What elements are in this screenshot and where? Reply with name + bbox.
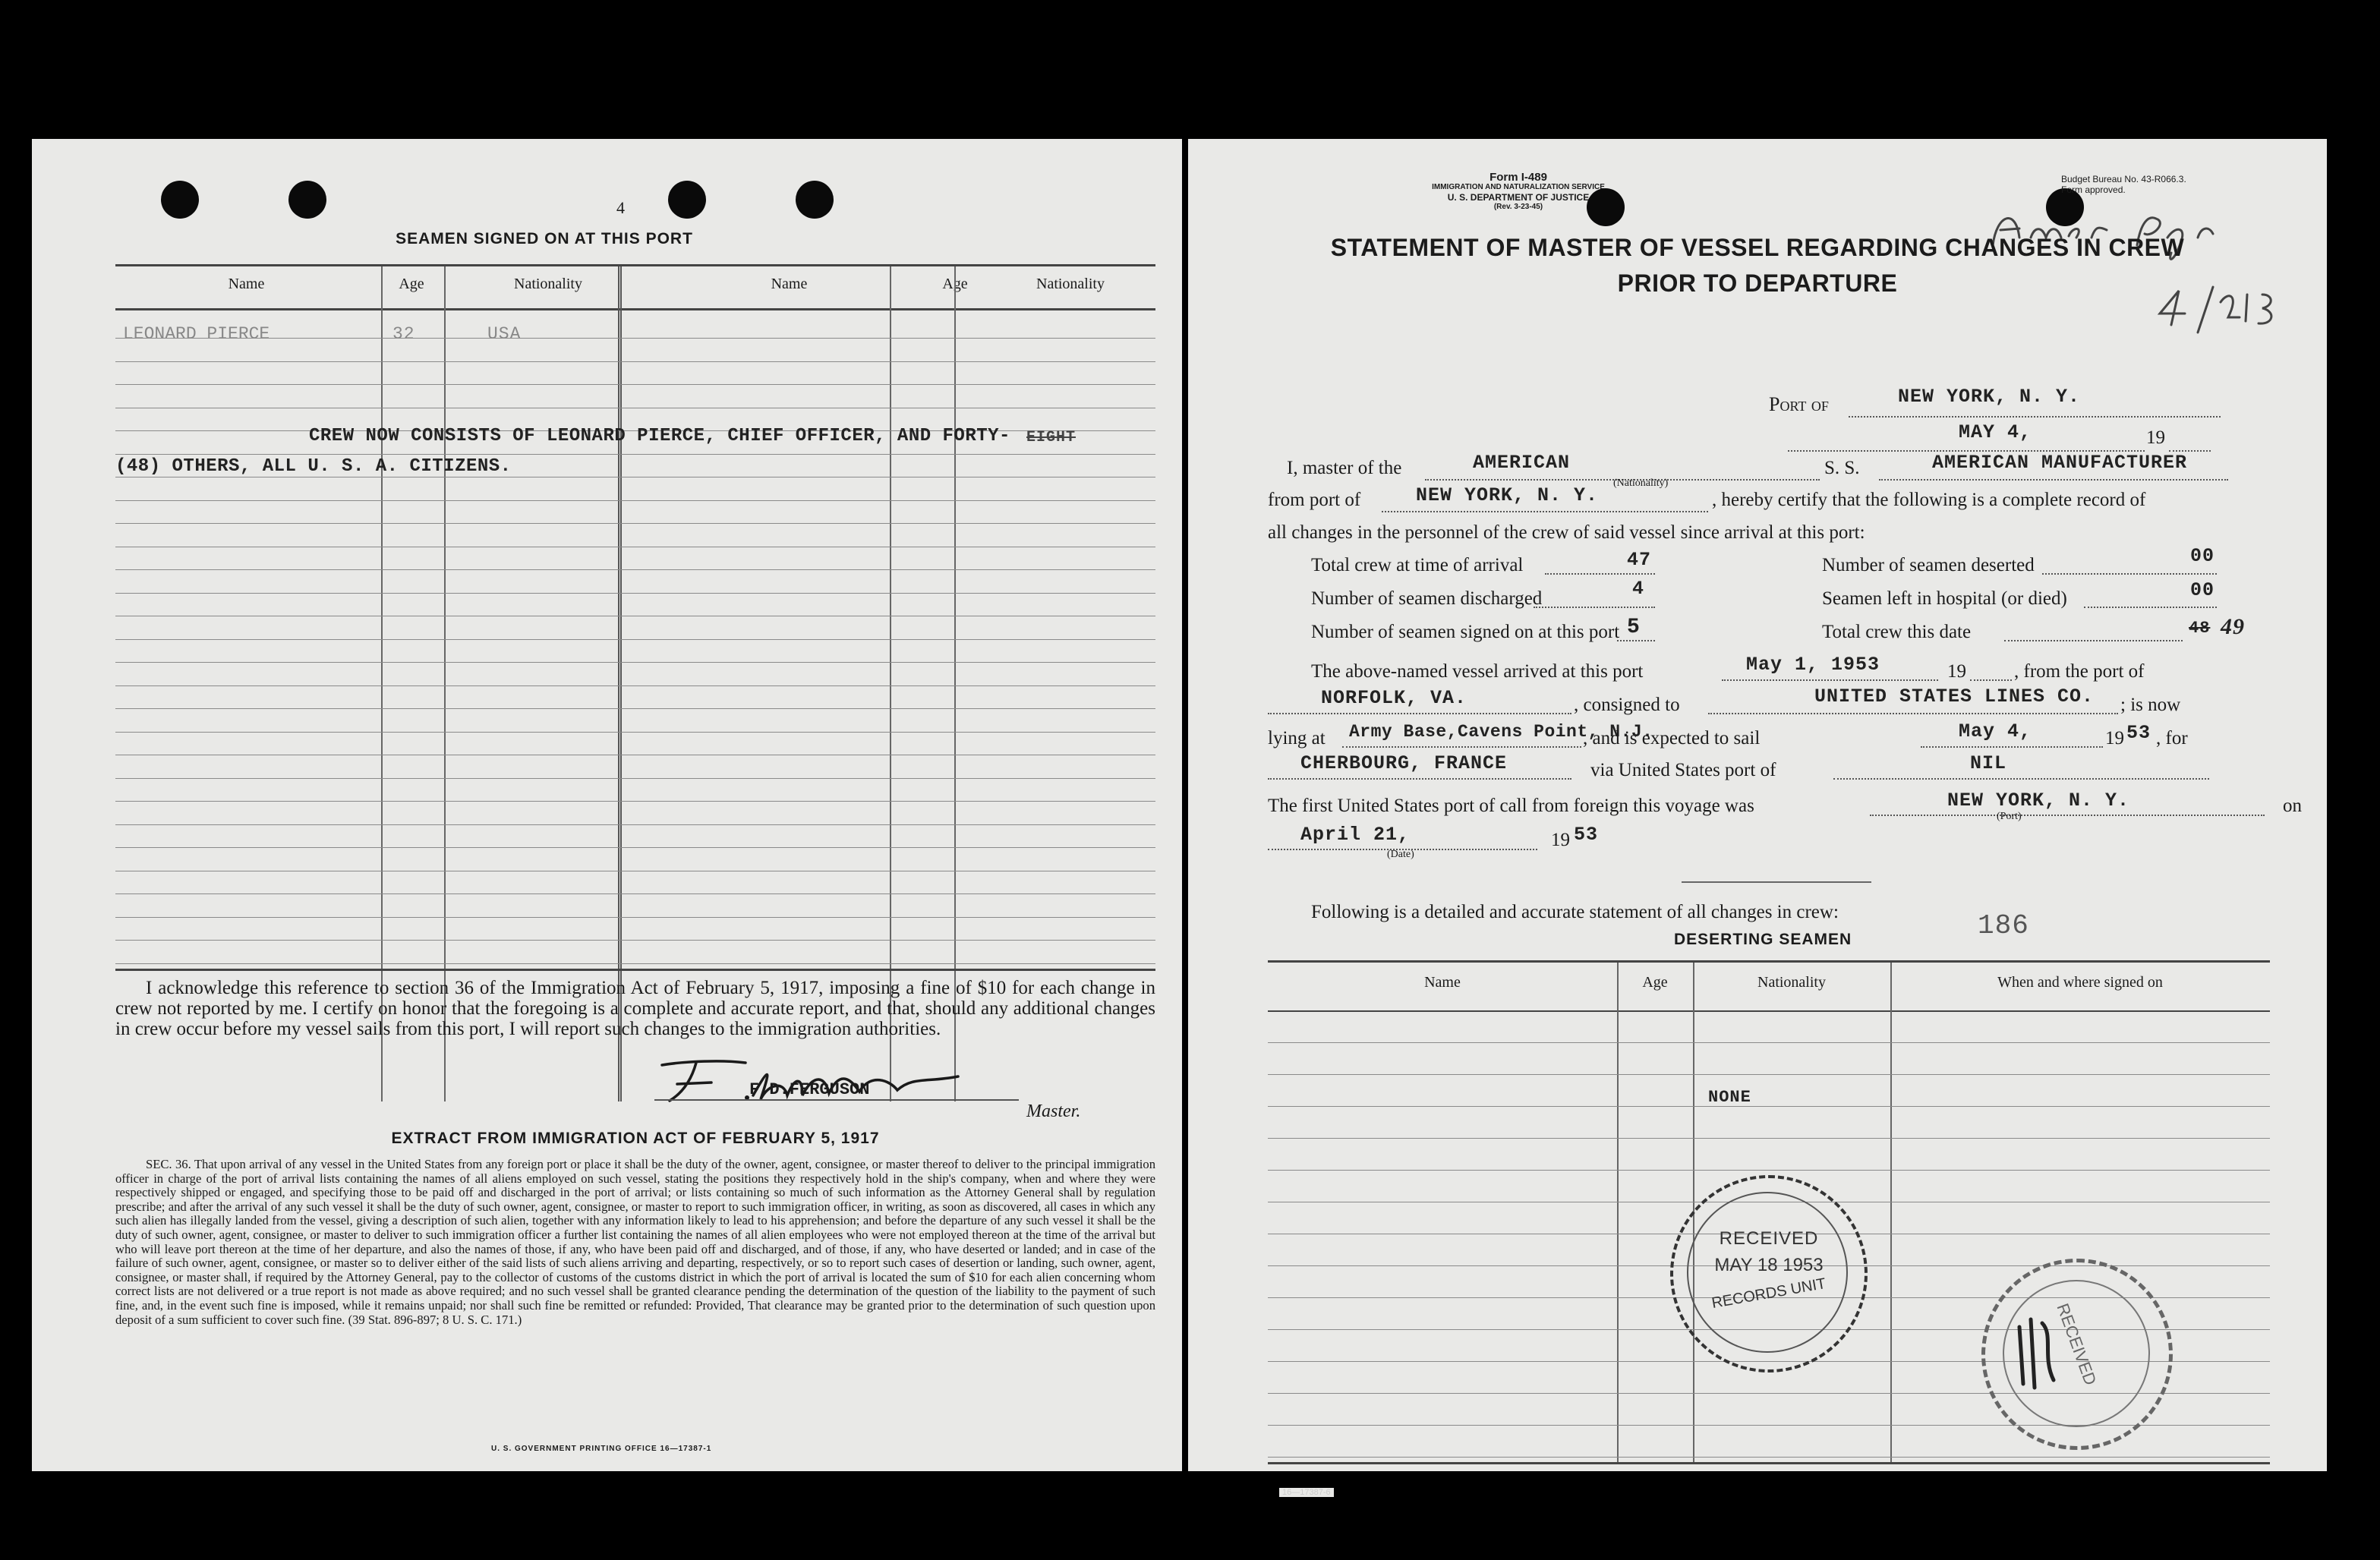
- table-rule: [1268, 1106, 2270, 1107]
- deserting-heading: DESERTING SEAMEN: [1674, 931, 1852, 948]
- port-label: Port of: [1769, 393, 1829, 415]
- first-port-fill-line: [1870, 815, 2265, 816]
- desert-table-bottom-rule: [1268, 1462, 2270, 1464]
- table-rule: [115, 963, 1155, 964]
- following-text: Following is a detailed and accurate statement of all changes in crew:: [1311, 902, 1839, 922]
- signed-on-label: Number of seamen signed on at this port: [1311, 622, 1620, 642]
- desert-col-signed-on: When and where signed on: [1997, 974, 2163, 991]
- leader-dots: [2004, 640, 2183, 641]
- via-label: via United States port of: [1590, 760, 1776, 780]
- page-number: 4: [616, 198, 625, 217]
- form-number: Form I-489: [1489, 171, 1547, 184]
- discharged-value: 4: [1632, 578, 1645, 600]
- first-port-value: NEW YORK, N. Y.: [1947, 789, 2130, 812]
- entry-age: 32: [392, 324, 415, 344]
- leader-dots: [2042, 573, 2217, 575]
- table-header-rule: [115, 308, 1155, 310]
- handwritten-note: [2061, 203, 2065, 204]
- right-page: [1188, 139, 2327, 1471]
- lying-label: lying at: [1268, 728, 1326, 748]
- table-rule: [115, 778, 1155, 779]
- arrived-label: The above-named vessel arrived at this port: [1311, 661, 1644, 682]
- budget-line1: Budget Bureau No. 43-R066.3.: [2061, 174, 2186, 184]
- table-rule: [115, 523, 1155, 524]
- total-arrival-label: Total crew at time of arrival: [1311, 555, 1524, 575]
- consignee-fill-line: [1708, 713, 2118, 714]
- column-divider: [890, 266, 891, 1101]
- extract-text: SEC. 36. That upon arrival of any vessel in the United States from any foreign port or place it shall be the duty of the owner, agent, consignee, or master thereof to deliver to the principal immigration officer in charge of the port of arrival lists containing the names of all aliens employed on such vessel, stating the positions they respectively hold in the ship's company, when and where they were respectively shipped or engaged, and specifying those to be paid off and discharged in the port of arrival; or lists containing so much of such information as the Attorney General shall by regulation prescribe; and after the arrival of any such vessel it shall be the duty of such owner, agent, consignee, or master to report to such immigration officer, in writing, as soon as discovered, all cases in which any such alien has illegally landed from the vessel, giving a description of such alien, together with any information likely to lead to his apprehension; and before the departure of any such vessel it shall be the duty of such owner, agent, consignee, or master to deliver to such immigration officer a further list containing the names of all alien employees who were not employed thereon at the time of the arrival but who will leave port thereon at the time of her departure, and also the names of those, if any, who have been paid off and discharged, and of those, if any, who have deserted or landed; and in case of the failure of such owner, agent, consignee, or master so to deliver either of the said lists of such aliens arriving and departing, respectively, or so to report such cases of desertion or landing, such owner, agent, consignee, or master shall, if required by the Attorney General, pay to the collector of customs of the customs district in which the port of arrival is located the sum of $10 for each alien concerning whom correct lists are not delivered or a true report is not made as above required; and no such vessel shall be granted clearance pending the determination of the question of the liability to the payment of such fine, and, in the event such fine is imposed, while it remains unpaid; nor shall such fine be remitted or refunded: Provided, That clearance may be granted prior to the determination of such question upon deposit of a sum sufficient to cover such fine. (39 Stat. 896-897; 8 U. S. C. 171.): [115, 1157, 1155, 1327]
- received-stamp: [1670, 1175, 1868, 1372]
- sail-label: , and is expected to sail: [1583, 728, 1761, 748]
- entry-name: LEONARD PIERCE: [123, 324, 270, 344]
- for-label: , for: [2156, 728, 2188, 748]
- section-heading: SEAMEN SIGNED ON AT THIS PORT: [396, 230, 693, 247]
- stamp-line1: RECEIVED: [1719, 1228, 1819, 1249]
- changes-text: all changes in the personnel of the crew of said vessel since arrival at this port:: [1268, 522, 1865, 543]
- table-rule: [115, 917, 1155, 918]
- signed-on-value: 5: [1627, 616, 1641, 639]
- table-rule: [1268, 1042, 2270, 1043]
- port-fill-line: [1849, 416, 2221, 418]
- hospital-value: 00: [2190, 579, 2215, 601]
- leader-dots: [2084, 607, 2217, 608]
- destination-fill-line: [1268, 778, 1571, 780]
- port-value: NEW YORK, N. Y.: [1898, 386, 2081, 408]
- punch-hole: [796, 181, 834, 219]
- table-rule: [115, 338, 1155, 339]
- table-rule: [115, 384, 1155, 385]
- column-divider: [381, 266, 383, 1101]
- table-rule: [1268, 1074, 2270, 1075]
- signature-line: [654, 1099, 1019, 1101]
- table-rule: [115, 454, 1155, 455]
- desert-col-name: Name: [1424, 974, 1461, 991]
- crew-note-line2: (48) OTHERS, ALL U. S. A. CITIZENS.: [115, 456, 512, 477]
- col-header-nationality: Nationality: [514, 276, 582, 292]
- origin-value: NORFOLK, VA.: [1321, 687, 1467, 709]
- table-bottom-rule: [115, 969, 1155, 971]
- destination-value: CHERBOURG, FRANCE: [1300, 752, 1508, 774]
- table-rule: [1268, 1457, 2270, 1458]
- form-title-line2: PRIOR TO DEPARTURE: [1617, 269, 1898, 297]
- table-rule: [115, 893, 1155, 894]
- via-value: NIL: [1970, 752, 2007, 774]
- lying-value: Army Base,Cavens Point, N.J.: [1349, 722, 1653, 742]
- total-date-label: Total crew this date: [1822, 622, 1972, 642]
- master-label: I, master of the: [1287, 458, 1402, 478]
- table-rule: [115, 662, 1155, 663]
- desert-col-nationality: Nationality: [1757, 974, 1826, 991]
- form-title-line1: STATEMENT OF MASTER OF VESSEL REGARDING CHANGES IN CREW: [1330, 234, 2185, 261]
- first-year-label: 19: [1551, 830, 1570, 850]
- discharged-label: Number of seamen discharged: [1311, 588, 1543, 609]
- deserted-value: 00: [2190, 545, 2215, 567]
- from-port-fill-line: [1382, 511, 1708, 512]
- from-port-label: from port of: [1268, 490, 1361, 510]
- now-label: ; is now: [2120, 695, 2181, 715]
- nationality-caption: (Nationality): [1613, 477, 1669, 489]
- col-header-age-2: Age: [942, 276, 968, 292]
- faint-stamp: [1981, 1259, 2171, 1448]
- from-port-of-label: , from the port of: [2014, 661, 2145, 682]
- left-page: [32, 139, 1182, 1471]
- nationality-value: AMERICAN: [1473, 452, 1571, 474]
- footer-code: 16—17387-6: [1279, 1488, 1334, 1497]
- crew-note-line1: CREW NOW CONSISTS OF LEONARD PIERCE, CHIEF OFFICER, AND FORTY-: [309, 426, 1010, 446]
- leader-dots: [1545, 573, 1655, 575]
- certify-text: , hereby certify that the following is a complete record of: [1712, 490, 2146, 510]
- printer-line: U. S. GOVERNMENT PRINTING OFFICE 16—17387-1: [491, 1445, 712, 1453]
- total-arrival-value: 47: [1627, 549, 1652, 571]
- signer-title: Master.: [1026, 1101, 1081, 1121]
- table-rule: [115, 569, 1155, 570]
- entry-nationality: USA: [487, 324, 522, 344]
- column-divider: [1890, 963, 1892, 1462]
- stamp-line3: RECORDS UNIT: [1710, 1275, 1827, 1313]
- punch-hole: [668, 181, 706, 219]
- year-prefix: 19: [2146, 427, 2165, 448]
- table-rule: [115, 801, 1155, 802]
- table-rule: [115, 824, 1155, 825]
- first-date-value: April 21,: [1300, 824, 1411, 846]
- desert-col-age: Age: [1642, 974, 1668, 991]
- deserted-label: Number of seamen deserted: [1822, 555, 2035, 575]
- table-rule: [115, 847, 1155, 848]
- table-rule: [115, 708, 1155, 709]
- agency-line1: IMMIGRATION AND NATURALIZATION SERVICE: [1432, 183, 1605, 191]
- table-rule: [115, 940, 1155, 941]
- table-rule: [115, 500, 1155, 501]
- sail-year-label: 19: [2105, 728, 2124, 748]
- table-rule: [1268, 1138, 2270, 1139]
- vessel-value: AMERICAN MANUFACTURER: [1932, 452, 2188, 474]
- budget-line2: Form approved.: [2061, 184, 2126, 195]
- stamp2-line: RECEIVED: [2053, 1300, 2101, 1388]
- punch-hole: [161, 181, 199, 219]
- crew-note-struck: EIGHT: [1026, 429, 1077, 446]
- column-divider-double: [618, 266, 622, 1101]
- sail-year-value: 53: [2126, 722, 2151, 744]
- column-divider: [954, 266, 956, 1101]
- arrived-value: May 1, 1953: [1746, 654, 1880, 676]
- leader-dots: [1534, 607, 1655, 608]
- extract-heading: EXTRACT FROM IMMIGRATION ACT OF FEBRUARY 5, 1917: [391, 1130, 880, 1147]
- acknowledgement-text: I acknowledge this reference to section 36 of the Immigration Act of February 5, 1917, imposing a fine of $10 for each change in crew not reported by me. I certify on honor that the foregoing is a complete and accurate report, and that, should any additional changes in crew occur before my vessel sails from this port, I will report such changes to the immigration authorities.: [115, 978, 1155, 1039]
- lying-fill-line: [1342, 746, 1581, 748]
- date-value: MAY 4,: [1959, 421, 2032, 443]
- col-header-age: Age: [399, 276, 424, 292]
- table-rule: [115, 732, 1155, 733]
- column-divider: [444, 266, 446, 1101]
- column-divider: [1617, 963, 1619, 1462]
- leader-dots: [1617, 640, 1655, 641]
- total-date-value: 49: [2221, 614, 2245, 639]
- agency-line2: U. S. DEPARTMENT OF JUSTICE: [1447, 192, 1590, 203]
- table-top-rule: [115, 264, 1155, 266]
- desert-table-header-rule: [1268, 1010, 2270, 1012]
- consigned-label: , consigned to: [1574, 695, 1680, 715]
- sail-value: May 4,: [1959, 720, 2032, 742]
- ss-label: S. S.: [1824, 458, 1860, 478]
- table-rule: [115, 593, 1155, 594]
- arrived-year-label: 19: [1947, 661, 1966, 682]
- revision: (Rev. 3-23-45): [1493, 203, 1543, 211]
- table-rule: [115, 639, 1155, 640]
- signer-name: F.D.FERGUSON: [749, 1080, 870, 1099]
- stamp-line2: MAY 18 1953: [1714, 1255, 1824, 1275]
- arrived-year-line: [1970, 679, 2012, 681]
- col-header-name: Name: [228, 276, 265, 292]
- table-rule: [115, 361, 1155, 362]
- col-header-nationality-2: Nationality: [1036, 276, 1105, 292]
- sail-fill-line: [1921, 746, 2103, 748]
- hospital-label: Seamen left in hospital (or died): [1822, 588, 2067, 609]
- origin-fill-line: [1268, 713, 1571, 714]
- via-fill-line: [1833, 778, 2209, 780]
- on-label: on: [2283, 796, 2302, 816]
- divider-rule: [1682, 881, 1871, 883]
- date-caption: (Date): [1387, 849, 1414, 860]
- vessel-fill-line: [1879, 479, 2228, 481]
- total-date-struck: 48: [2189, 619, 2211, 638]
- stamp-number: 186: [1978, 910, 2029, 941]
- table-rule: [1268, 1170, 2270, 1171]
- first-port-label: The first United States port of call from foreign this voyage was: [1268, 796, 1754, 816]
- consignee-value: UNITED STATES LINES CO.: [1814, 685, 2095, 708]
- first-year-value: 53: [1574, 824, 1599, 846]
- desert-entry: NONE: [1708, 1088, 1751, 1107]
- punch-hole: [288, 181, 326, 219]
- desert-table-top-rule: [1268, 960, 2270, 963]
- from-port-value: NEW YORK, N. Y.: [1416, 484, 1599, 506]
- table-rule: [115, 685, 1155, 686]
- arrived-fill-line: [1722, 679, 1938, 681]
- col-header-name-2: Name: [771, 276, 808, 292]
- port-caption: (Port): [1997, 811, 2022, 822]
